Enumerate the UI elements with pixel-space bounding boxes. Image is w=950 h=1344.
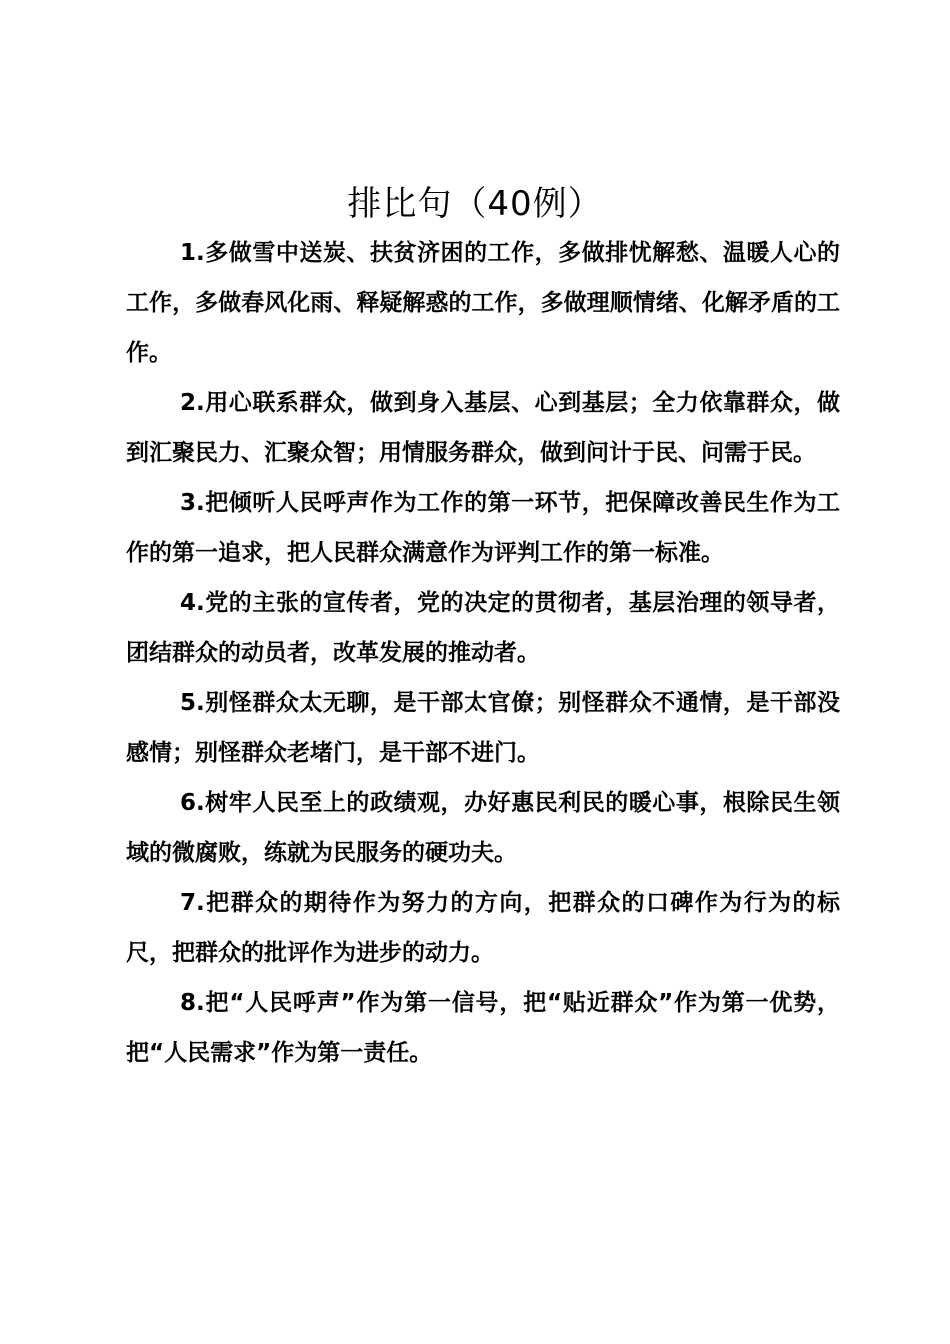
list-item: 7.把群众的期待作为努力的方向，把群众的口碑作为行为的标尺，把群众的批评作为进步的动力。 [126,890,840,966]
list-item: 4.党的主张的宣传者，党的决定的贯彻者，基层治理的领导者，团结群众的动员者，改革发展的推动者。 [126,590,840,666]
list-item: 6.树牢人民至上的政绩观，办好惠民利民的暖心事，根除民生领域的微腐败，练就为民服务的硬功夫。 [126,790,840,866]
list-item: 3.把倾听人民呼声作为工作的第一环节，把保障改善民生作为工作的第一追求，把人民群众满意作为评判工作的第一标准。 [126,490,840,566]
list-item: 2.用心联系群众，做到身入基层、心到基层；全力依靠群众，做到汇聚民力、汇聚众智；用情服务群众，做到问计于民、问需于民。 [126,390,840,466]
document-body [126,228,840,1078]
page-title: 排比句（40例） [347,184,603,224]
list-item: 5.别怪群众太无聊，是干部太官僚；别怪群众不通情，是干部没感情；别怪群众老堵门，是干部不进门。 [126,690,840,766]
list-item: 1.多做雪中送炭、扶贫济困的工作，多做排忧解愁、温暖人心的工作，多做春风化雨、释疑解惑的工作，多做理顺情绪、化解矛盾的工作。 [126,240,840,366]
list-item: 8.把“人民呼声”作为第一信号，把“贴近群众”作为第一优势，把“人民需求”作为第一责任。 [126,990,840,1066]
